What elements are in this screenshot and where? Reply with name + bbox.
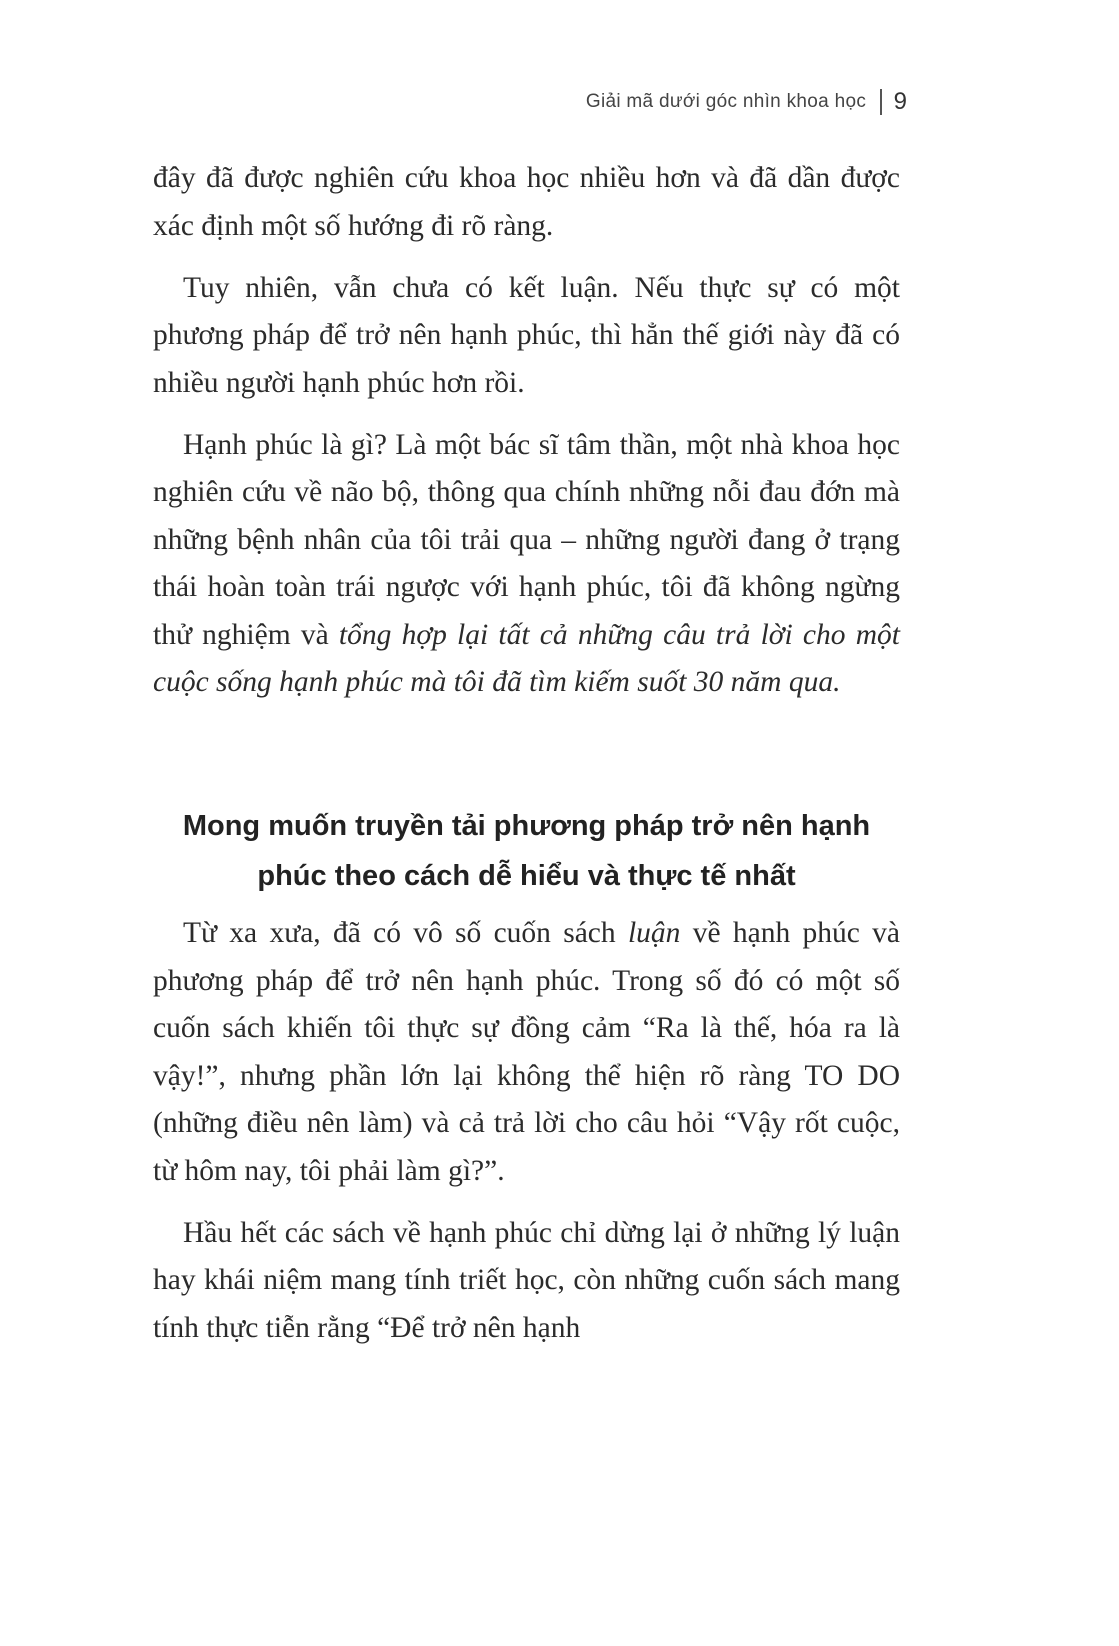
paragraph-2: Tuy nhiên, vẫn chưa có kết luận. Nếu thực sự có một phương pháp để trở nên hạnh phúc, thì hẳn thế giới này đã có nhiều người hạnh phúc hơn rồi. <box>153 271 900 399</box>
running-header <box>586 88 907 116</box>
body-text-block-1 <box>153 155 900 721</box>
paragraph-5: Hầu hết các sách về hạnh phúc chỉ dừng lại ở những lý luận hay khái niệm mang tính triết học, còn những cuốn sách mang tính thực tiễn rằng “Để trở nên hạnh <box>153 1216 900 1344</box>
paragraph-4-italic: luận <box>627 917 681 949</box>
body-text-block-2 <box>153 910 900 1367</box>
paragraph-4-text-before: Từ xa xưa, đã có vô số cuốn sách <box>183 917 628 949</box>
paragraph-3 <box>153 422 900 707</box>
header-divider <box>880 89 882 115</box>
header-section-title: Giải mã dưới góc nhìn khoa học <box>585 91 867 112</box>
paragraph-3-italic: tổng hợp lại tất cả những câu trả lời cho một cuộc sống hạnh phúc mà tôi đã tìm kiếm suốt 30 năm qua. <box>153 618 900 698</box>
section-heading: Mong muốn truyền tải phương pháp trở nên hạnh phúc theo cách dễ hiểu và thực tế nhất <box>182 810 871 892</box>
paragraph-4 <box>153 910 900 1195</box>
paragraph-1: đây đã được nghiên cứu khoa học nhiều hơn và đã dần được xác định một số hướng đi rõ ràng. <box>153 162 900 242</box>
paragraph-3-text: Hạnh phúc là gì? Là một bác sĩ tâm thần, một nhà khoa học nghiên cứu về não bộ, thông qua chính những nỗi đau đớn mà những bệnh nhân của tôi trải qua – những người đang ở trạng thái hoàn toàn trái ngược với hạnh phúc, tôi đã không ngừng thử nghiệm và <box>153 428 900 651</box>
page-number: 9 <box>893 88 907 115</box>
paragraph-4-text-after: về hạnh phúc và phương pháp để trở nên hạnh phúc. Trong số đó có một số cuốn sách khiến tôi thực sự đồng cảm “Ra là thế, hóa ra là vậy!”, nhưng phần lớn lại không thể hiện rõ ràng TO DO (những điều nên làm) và cả trả lời cho câu hỏi “Vậy rốt cuộc, từ hôm nay, tôi phải làm gì?”. <box>153 917 900 1187</box>
